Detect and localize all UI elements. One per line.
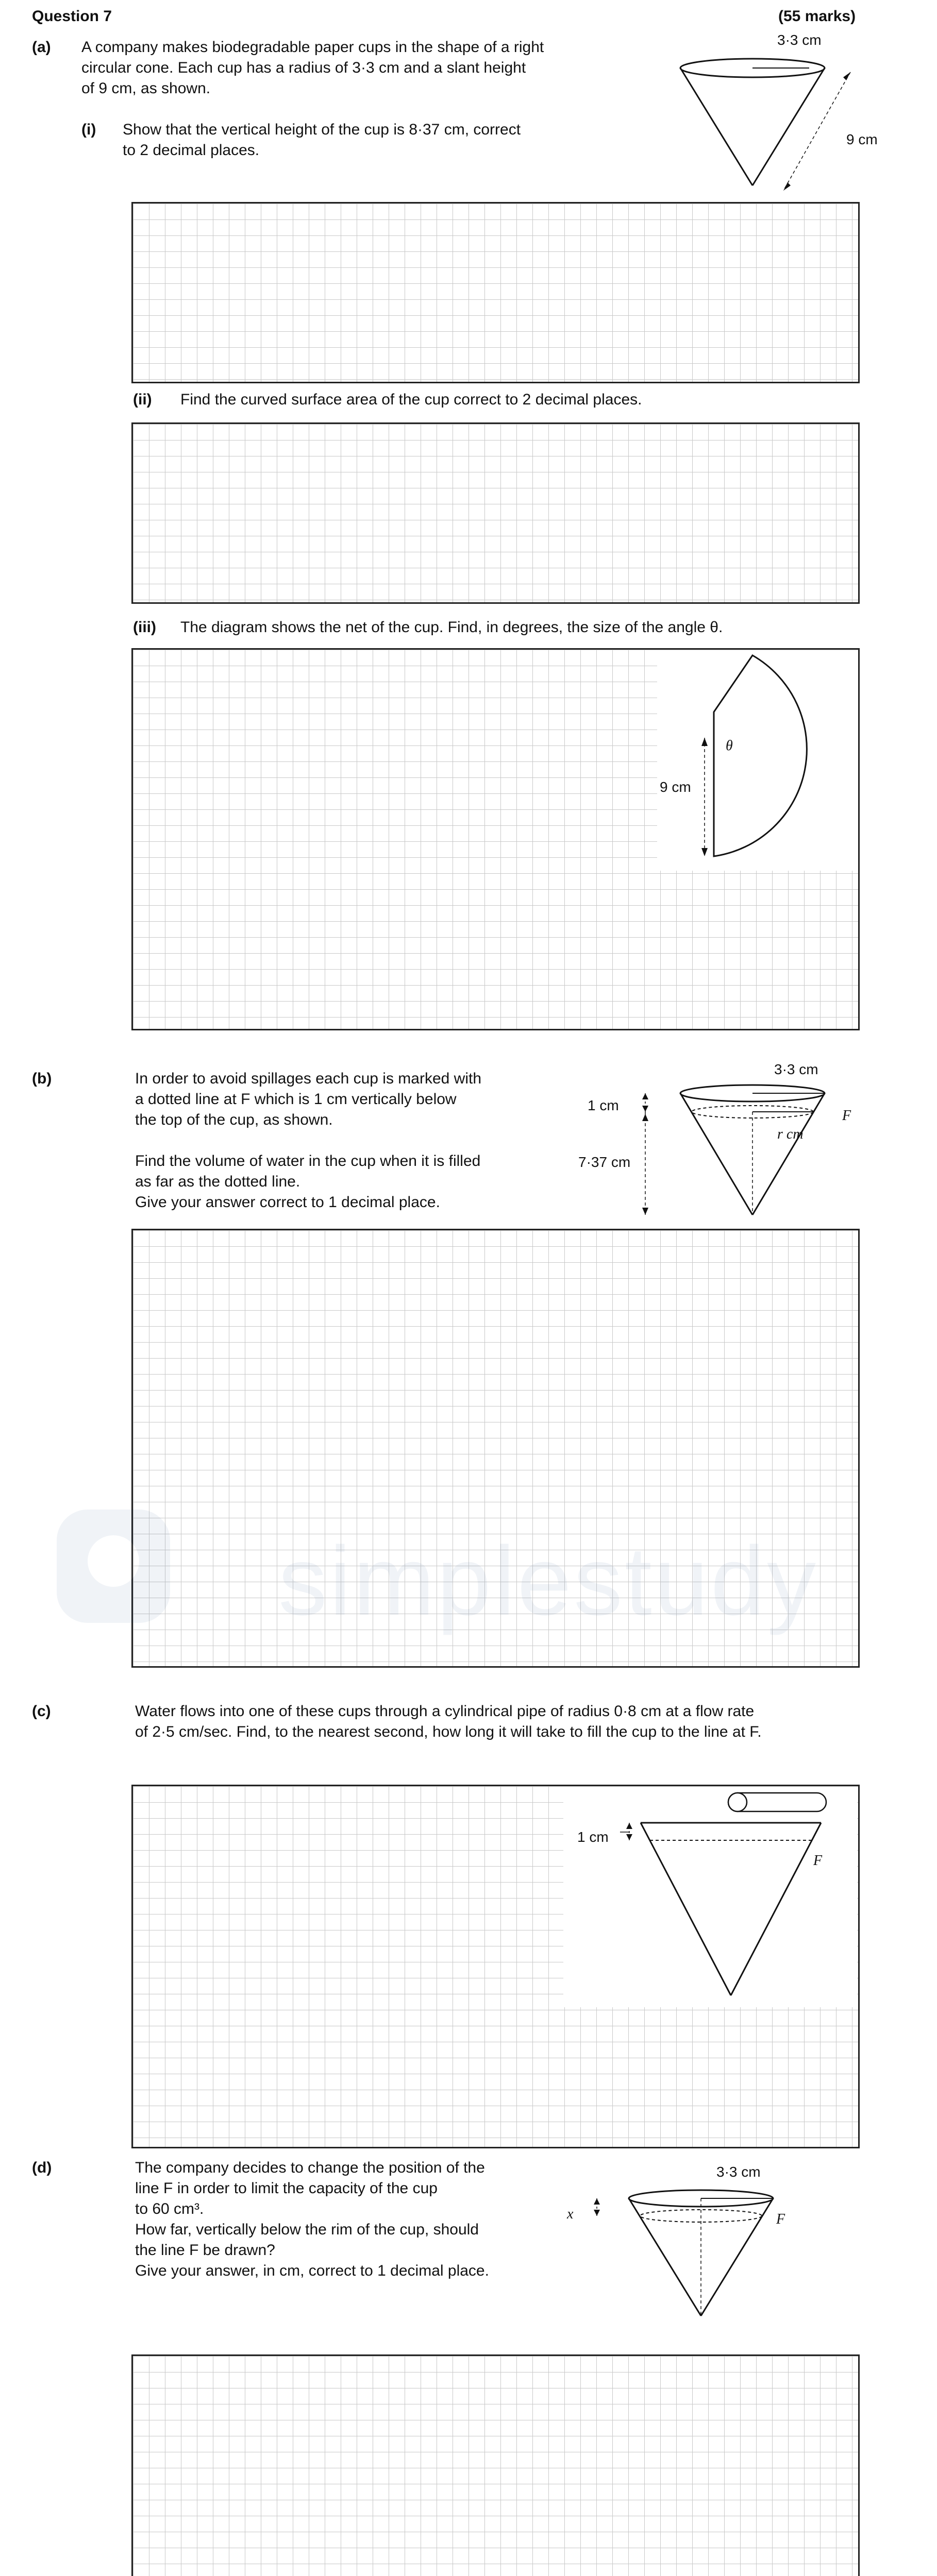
part-a-label: (a) [32,39,51,56]
cone-c-f-label: F [813,1853,823,1869]
brand-watermark-text: simplestudy [278,1527,818,1636]
net-diagram [657,650,858,871]
answer-box-a-ii[interactable] [131,422,860,604]
part-a-ii-label: (ii) [133,391,152,408]
cone-b-radius-label: 3·3 cm [774,1061,818,1077]
part-a-iii-label: (iii) [133,619,156,636]
part-c-text-line1: Water flows into one of these cups through a cylindrical pipe of radius 0·8 cm at a flow rate [135,1703,755,1720]
part-a-text-line1: A company makes biodegradable paper cups in the shape of a right [81,39,544,56]
part-a-text-line2: circular cone. Each cup has a radius of 3·3 cm and a slant height [81,59,526,76]
part-a-i-line1: Show that the vertical height of the cup is 8·37 cm, correct [123,121,521,138]
cone-a-radius-label: 3·3 cm [777,32,822,48]
answer-box-a-i[interactable] [131,202,860,383]
part-a-iii-text: The diagram shows the net of the cup. Find, in degrees, the size of the angle θ. [180,619,723,636]
brand-watermark [52,1504,897,1659]
marks-total: (55 marks) [778,8,856,25]
cone-b-r-label: r cm [777,1126,804,1142]
part-a-i-label: (i) [81,121,96,138]
net-radius-label: 9 cm [660,779,691,795]
cone-b-gap-label: 1 cm [588,1097,619,1113]
part-d-label: (d) [32,2159,52,2176]
part-b-text-line4: Find the volume of water in the cup when it is filled [135,1153,481,1170]
part-b-text-line2: a dotted line at F which is 1 cm vertically below [135,1091,457,1108]
part-a-ii-text: Find the curved surface area of the cup correct to 2 decimal places. [180,391,642,408]
cone-a-slant-label: 9 cm [846,131,878,147]
part-b-text-line5: as far as the dotted line. [135,1173,300,1190]
brand-logo-icon [52,1504,175,1628]
part-b-text-line6: Give your answer correct to 1 decimal place. [135,1194,440,1211]
part-d-text-line2: line F in order to limit the capacity of the cup [135,2180,438,2197]
part-d-text-line3: to 60 cm³. [135,2200,204,2217]
part-b-label: (b) [32,1070,52,1087]
part-d-text-line6: Give your answer, in cm, correct to 1 decimal place. [135,2262,489,2279]
cone-b-diagram [634,1082,861,1221]
cone-d-f-label: F [776,2211,785,2227]
part-c-label: (c) [32,1703,51,1720]
part-d-text-line4: How far, vertically below the rim of the cup, should [135,2221,479,2238]
cone-c-diagram [563,1787,857,2007]
answer-box-d[interactable] [131,2354,860,2576]
cone-a-diagram [655,52,871,206]
cone-b-f-label: F [842,1108,851,1124]
question-title: Question 7 [32,8,112,25]
part-a-i-line2: to 2 decimal places. [123,142,260,159]
cone-b-height-label: 7·37 cm [578,1154,631,1170]
part-a-text-line3: of 9 cm, as shown. [81,80,211,97]
part-d-text-line1: The company decides to change the position of the [135,2159,485,2176]
part-b-text-line3: the top of the cup, as shown. [135,1111,333,1128]
cone-d-diagram [577,2187,804,2321]
cone-d-x-label: x [567,2206,574,2222]
part-c-text-line2: of 2·5 cm/sec. Find, to the nearest second, how long it will take to fill the cup to the line at F. [135,1723,762,1740]
part-b-text-line1: In order to avoid spillages each cup is marked with [135,1070,482,1087]
net-theta-label: θ [726,738,733,754]
cone-c-gap-label: 1 cm [577,1829,609,1845]
part-d-text-line5: the line F be drawn? [135,2242,275,2259]
cone-d-radius-label: 3·3 cm [716,2164,761,2180]
